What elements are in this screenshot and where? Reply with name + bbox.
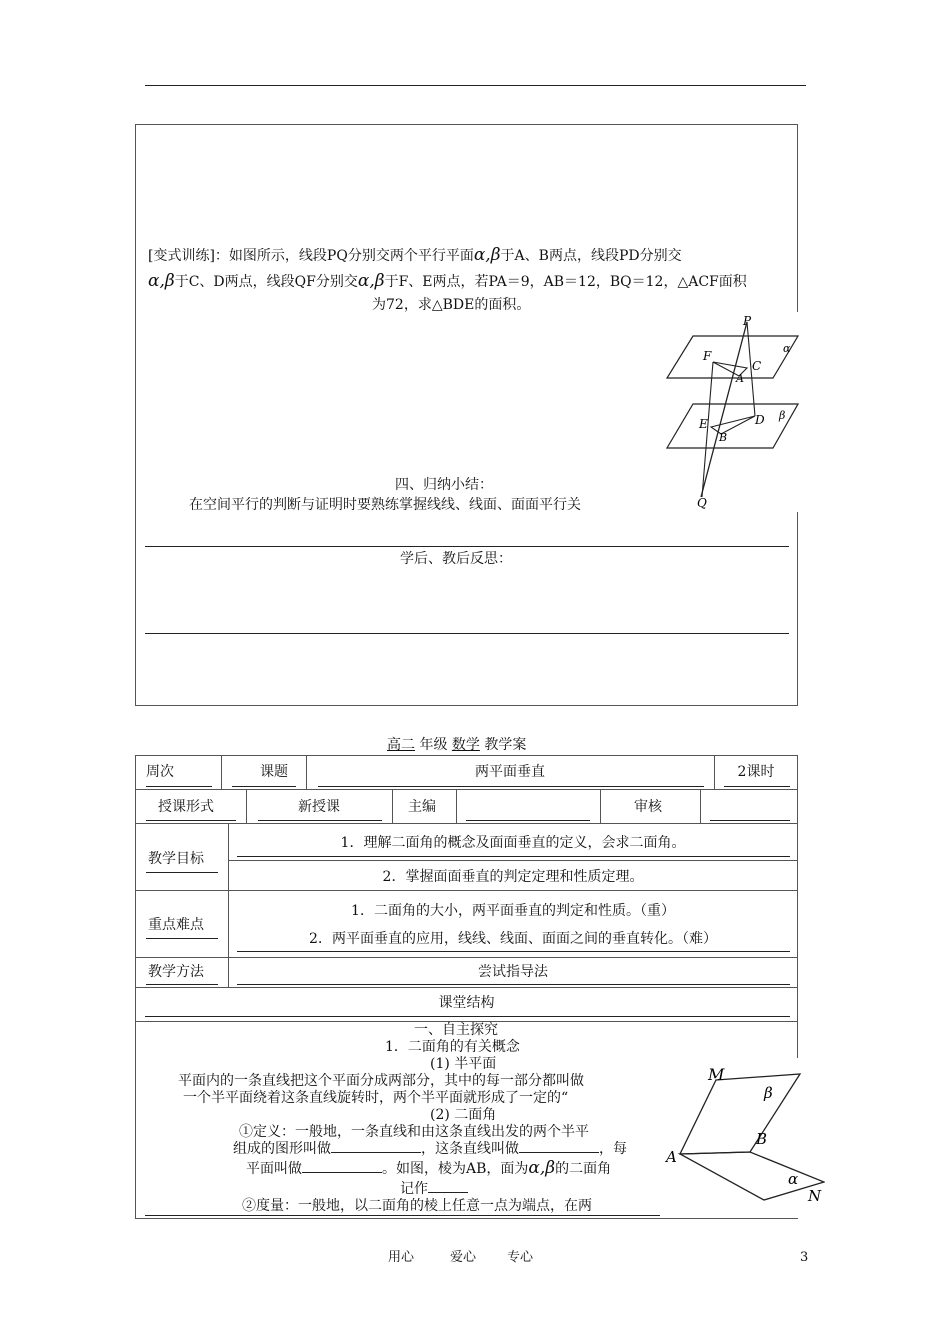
fig2-label-M: M bbox=[708, 1065, 725, 1084]
blank-field bbox=[519, 1140, 599, 1153]
blank-field bbox=[428, 1180, 468, 1193]
header-subject: 数学 bbox=[451, 737, 480, 753]
fig1-label-E: E bbox=[699, 417, 708, 431]
fig1-label-C: C bbox=[752, 359, 762, 373]
blank-field bbox=[302, 1160, 382, 1173]
exercise-text: [变式训练]：如图所示，线段PQ分别交两个平行平面 bbox=[148, 248, 474, 264]
row-divider bbox=[135, 789, 798, 790]
method-label-underline bbox=[146, 984, 218, 985]
exercise-text: 于A、B两点，线段PD分别交 bbox=[500, 248, 682, 264]
goal-1: 1．理解二面角的概念及面面垂直的定义，会求二面角。 bbox=[340, 835, 686, 851]
content-bottom-underline bbox=[145, 1215, 660, 1216]
row-divider bbox=[135, 957, 798, 958]
structure-underline bbox=[145, 1016, 790, 1017]
fig2-label-alpha: α bbox=[788, 1170, 799, 1188]
topic-label: 课题 bbox=[260, 764, 288, 780]
fig1-label-alpha: α bbox=[783, 342, 791, 355]
col-divider bbox=[221, 755, 222, 789]
form-value: 新授课 bbox=[298, 799, 340, 815]
key-2-underline bbox=[237, 951, 790, 952]
content-line-3: ①定义：一般地，一条直线和由这条直线出发的两个半平 bbox=[239, 1124, 589, 1140]
greek-alpha-beta: α,β bbox=[528, 1158, 556, 1178]
content-line-4 bbox=[233, 1140, 627, 1158]
form-label: 授课形式 bbox=[158, 799, 214, 815]
topic-underline bbox=[232, 786, 296, 787]
greek-alpha-beta: α,β bbox=[148, 271, 175, 291]
fig1-label-F: F bbox=[703, 349, 712, 363]
content-line-5 bbox=[246, 1159, 611, 1178]
fig2-label-beta: β bbox=[764, 1084, 773, 1102]
fig1-label-B: B bbox=[719, 431, 728, 444]
fig1-label-Q: Q bbox=[697, 496, 707, 510]
hours-value: 2课时 bbox=[737, 764, 775, 780]
section-1: 一、自主探究 bbox=[414, 1022, 498, 1038]
footer-text-2: 爱心 bbox=[450, 1250, 477, 1265]
content-line-1: 平面内的一条直线把这个平面分成两部分，其中的每一部分都叫做 bbox=[178, 1073, 584, 1089]
content-line-6 bbox=[400, 1180, 468, 1198]
method-label: 教学方法 bbox=[148, 964, 204, 980]
goal-divider bbox=[228, 860, 798, 861]
row-divider bbox=[135, 987, 798, 988]
content-text: ，每 bbox=[599, 1141, 627, 1157]
exercise-text: 于C、D两点，线段QF分别交 bbox=[174, 274, 358, 290]
reviewer-label: 审核 bbox=[634, 799, 662, 815]
reflection-rule bbox=[145, 633, 789, 634]
content-text: 平面叫做 bbox=[246, 1161, 302, 1177]
exercise-text: 于F、E两点，若PA＝9，AB＝12，BQ＝12，△ACF面积 bbox=[384, 274, 747, 290]
summary-rule bbox=[145, 546, 789, 547]
method-value-underline bbox=[237, 984, 790, 985]
fig2-label-B: B bbox=[756, 1130, 768, 1148]
section-2: 1．二面角的有关概念 bbox=[385, 1039, 520, 1055]
section-4: (2) 二面角 bbox=[430, 1107, 497, 1123]
fig1-label-D: D bbox=[755, 413, 765, 427]
exercise-line-1 bbox=[148, 246, 682, 265]
structure-label: 课堂结构 bbox=[438, 995, 495, 1011]
content-text: 组成的图形叫做 bbox=[233, 1141, 331, 1157]
header-grade: 高二 bbox=[387, 737, 415, 753]
method-value: 尝试指导法 bbox=[478, 964, 548, 980]
content-text: 记作 bbox=[400, 1181, 428, 1197]
plan-header bbox=[387, 736, 526, 754]
topic-value: 两平面垂直 bbox=[475, 764, 545, 780]
key-label-underline bbox=[146, 938, 218, 939]
greek-alpha-beta: α,β bbox=[473, 245, 501, 265]
form-underline bbox=[146, 820, 236, 821]
fig1-label-beta: β bbox=[779, 409, 786, 422]
header-rule bbox=[145, 85, 806, 86]
editor-value-underline bbox=[466, 820, 590, 821]
reviewer-value-underline bbox=[710, 820, 790, 821]
goal-label-underline bbox=[146, 872, 218, 873]
fig2-label-N: N bbox=[808, 1187, 822, 1205]
greek-alpha-beta: α,β bbox=[357, 271, 385, 291]
col-divider bbox=[392, 789, 393, 823]
week-label: 周次 bbox=[146, 764, 174, 780]
blank-field bbox=[331, 1140, 421, 1153]
exercise-line-3: 为72，求△BDE的面积。 bbox=[372, 297, 531, 313]
summary-text: 在空间平行的判断与证明时要熟练掌握线线、线面、面面平行关 bbox=[189, 497, 581, 513]
goal-label: 教学目标 bbox=[148, 851, 204, 867]
form-value-underline bbox=[258, 820, 382, 821]
footer-text-3: 专心 bbox=[507, 1250, 534, 1265]
key-2: 2．两平面垂直的应用，线线、线面、面面之间的垂直转化。（难） bbox=[309, 931, 717, 947]
editor-label: 主编 bbox=[408, 799, 436, 815]
content-line-7: ②度量：一般地，以二面角的棱上任意一点为端点，在两 bbox=[242, 1198, 592, 1214]
fig1-label-P: P bbox=[743, 314, 752, 328]
header-grade-suffix: 年级 bbox=[419, 737, 448, 753]
goal-2: 2．掌握面面垂直的判定定理和性质定理。 bbox=[382, 869, 644, 885]
col-divider bbox=[700, 789, 701, 823]
section-3: (1) 半平面 bbox=[430, 1056, 497, 1072]
dihedral-angle-figure bbox=[660, 1058, 825, 1218]
goal-1-underline bbox=[237, 856, 790, 857]
col-divider bbox=[600, 789, 601, 823]
page-number: 3 bbox=[800, 1250, 809, 1265]
footer-text-1: 用心 bbox=[388, 1250, 415, 1265]
content-text: ，这条直线叫做 bbox=[421, 1141, 519, 1157]
content-line-2: 一个半平面绕着这条直线旋转时，两个半平面就形成了一定的“ bbox=[183, 1090, 569, 1106]
hours-underline bbox=[724, 786, 790, 787]
exercise-line-2 bbox=[148, 272, 747, 291]
row-divider bbox=[135, 890, 798, 891]
parallel-planes-figure bbox=[657, 312, 799, 512]
fig1-label-A: A bbox=[736, 372, 744, 385]
key-1: 1．二面角的大小，两平面垂直的判定和性质。（重） bbox=[351, 903, 675, 919]
row-divider bbox=[135, 823, 798, 824]
week-value-underline bbox=[172, 786, 212, 787]
header-suffix: 教学案 bbox=[484, 737, 527, 753]
content-text: 的二面角 bbox=[555, 1161, 612, 1177]
key-label: 重点难点 bbox=[148, 917, 204, 933]
summary-title: 四、归纳小结： bbox=[395, 477, 493, 493]
content-text: 。如图，棱为AB，面为 bbox=[382, 1161, 529, 1177]
col-divider bbox=[456, 789, 457, 823]
reflection-title: 学后、教后反思： bbox=[400, 551, 512, 567]
fig2-label-A: A bbox=[666, 1148, 677, 1166]
topic-value-underline bbox=[318, 786, 704, 787]
